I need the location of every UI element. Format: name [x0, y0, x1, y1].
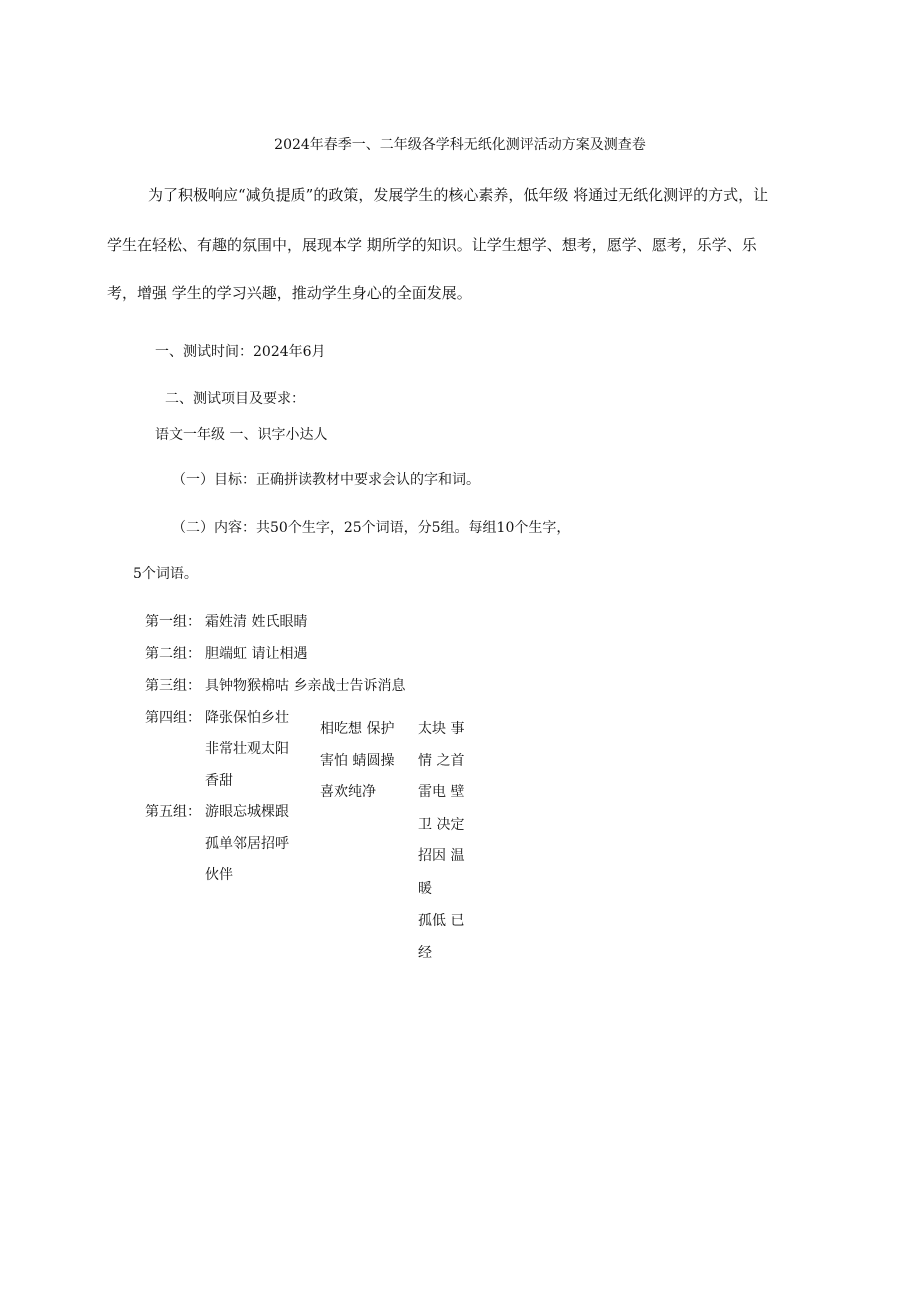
- group-3-label: 第三组：: [145, 678, 201, 694]
- section-test-items: 二、测试项目及要求：: [165, 391, 305, 407]
- group-1-text: 霜姓清 姓氏眼睛: [205, 614, 308, 630]
- group-5-label: 第五组：: [145, 804, 201, 820]
- words-col2-line-7: 孤低 已: [418, 913, 465, 929]
- words-col2-line-4: 卫 决定: [418, 817, 465, 833]
- intro-line-1: 为了积极响应“减负提质”的政策，发展学生的核心素养，低年级 将通过无纸化测评的方式，让: [148, 186, 769, 204]
- group-2-text: 胆端虹 请让相遇: [205, 646, 308, 662]
- group-2-label: 第二组：: [145, 646, 201, 662]
- words-col1-line-1: 相吃想 保护: [320, 721, 395, 737]
- words-col2-line-5: 招因 温: [418, 848, 465, 864]
- words-col1-line-3: 喜欢纯净: [320, 784, 376, 800]
- group-4-line-2: 非常壮观太阳: [205, 741, 289, 757]
- group-3-text: 具钟物猴棉咕 乡亲战士告诉消息: [205, 678, 406, 694]
- group-1-label: 第一组：: [145, 614, 201, 630]
- words-col2-line-6: 暖: [418, 881, 432, 897]
- goal-text: （一）目标：正确拼读教材中要求会认的字和词。: [172, 472, 480, 488]
- intro-line-3: 考，增强 学生的学习兴趣，推动学生身心的全面发展。: [107, 284, 472, 302]
- group-5-line-3: 伙伴: [205, 867, 233, 883]
- group-4-label: 第四组：: [145, 710, 201, 726]
- words-col2-line-3: 雷电 壁: [418, 784, 465, 800]
- intro-line-2: 学生在轻松、有趣的氛围中，展现本学 期所学的知识。让学生想学、想考，愿学、愿考，乐学、乐: [107, 236, 757, 254]
- words-col2-line-1: 太块 事: [418, 721, 465, 737]
- group-4-line-1: 降张保怕乡壮: [205, 710, 289, 726]
- page-title: 2024年春季一、二年级各学科无纸化测评活动方案及测查卷: [274, 137, 646, 153]
- words-col2-line-8: 经: [418, 945, 432, 961]
- content-line-1: （二）内容：共50个生字，25个词语，分5组。每组10个生字，: [172, 520, 571, 536]
- words-col2-line-2: 情 之首: [418, 753, 465, 769]
- subject-heading: 语文一年级 一、识字小达人: [155, 427, 328, 443]
- group-5-line-2: 孤单邻居招呼: [205, 836, 289, 852]
- section-test-time: 一、测试时间：2024年6月: [155, 344, 326, 360]
- words-col1-line-2: 害怕 蜻圆操: [320, 753, 395, 769]
- group-4-line-3: 香甜: [205, 773, 233, 789]
- content-line-2: 5个词语。: [133, 566, 198, 582]
- group-5-line-1: 游眼忘城棵跟: [205, 804, 289, 820]
